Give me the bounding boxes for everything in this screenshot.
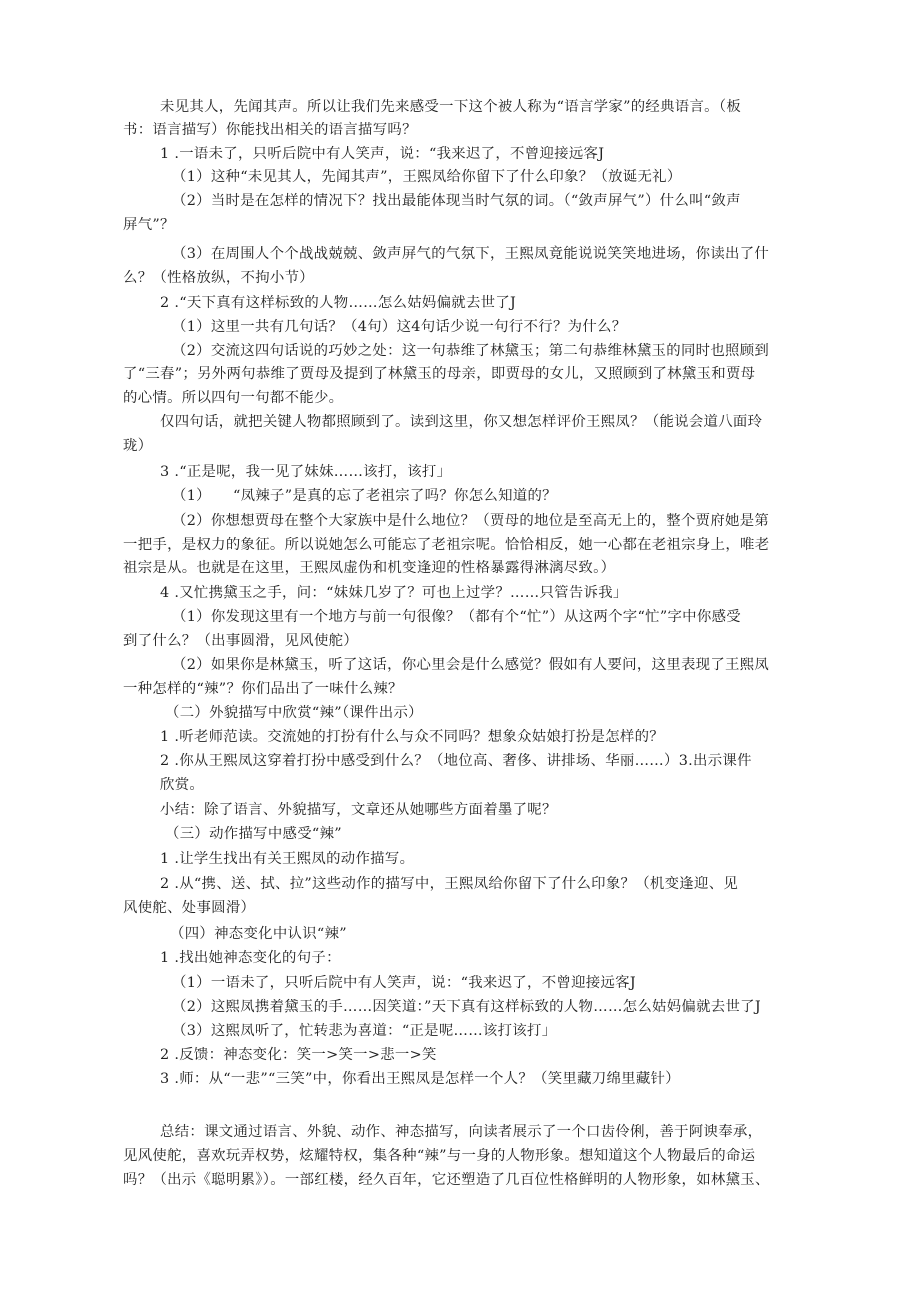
item-2-summary-cont: 珑） (123, 438, 153, 454)
section-4-item-3: 3 .师：从“一悲”“三笑”中，你看出王熙凤是怎样一个人？（笑里藏刀绵里藏针） (160, 1071, 680, 1087)
section-3-item-2-cont: 风使舵、处事圆滑） (123, 900, 256, 916)
item-2-question-2-cont: 了“三春”；另外两句恭维了贾母及提到了林黛玉的母亲，即贾母的女儿，又照顾到了林黛玉和贾母 (123, 366, 756, 382)
item-1-question-1: （1）这种“未见其人，先闻其声”，王熙凤给你留下了什么印象？（放诞无礼） (172, 169, 682, 185)
intro-paragraph-line: 书：语言描写）你能找出相关的语言描写吗？ (123, 122, 417, 138)
section-4-item-1: 1 .找出她神态变化的句子： (160, 950, 341, 966)
item-2-question-2: （2）交流这四句话说的巧妙之处：这一句恭维了林黛玉；第二句恭维林黛玉的同时也照顾到 (172, 343, 770, 359)
section-2-item-1: 1 .听老师范读。交流她的打扮有什么与众不同吗？想象众姑娘打扮是怎样的？ (160, 729, 664, 745)
item-2-summary: 仅四句话，就把关键人物都照顾到了。读到这里，你又想怎样评价王熙凤？（能说会道八面玲 (160, 414, 763, 430)
item-3-question-2-cont: 祖宗是从。也就是在这里，王熙凤虚伪和机变逢迎的性格暴露得淋漓尽致。） (123, 560, 616, 576)
conclusion-paragraph-line: 吗？（出示《聪明累》）。一部红楼，经久百年，它还塑造了几百位性格鲜明的人物形象，如林黛玉、 (123, 1172, 770, 1188)
item-2-question-1: （1）这里一共有几句话？（4句）这4句话少说一句行不行？为什么？ (172, 319, 627, 335)
item-1-question-2-cont: 屏气”？ (123, 217, 175, 233)
item-1-quote: 1 .一语未了，只听后院中有人笑声，说：“我来迟了，不曾迎接远客J (160, 146, 605, 162)
item-1-question-3: （3）在周围人个个战战兢兢、敛声屏气的气氛下，王熙凤竟能说说笑笑地进场，你读出了什 (172, 246, 770, 262)
conclusion-paragraph-line: 总结：课文通过语言、外貌、动作、神态描写，向读者展示了一个口齿伶俐，善于阿谀奉承， (160, 1124, 763, 1140)
section-4-heading: （四）神态变化中认识“辣” (170, 926, 347, 942)
intro-paragraph-line: 未见其人，先闻其声。所以让我们先来感受一下这个被人称为“语言学家”的经典语言。（板 (160, 99, 742, 115)
item-1-question-3-cont: 么？（性格放纵，不拘小节） (123, 270, 314, 286)
section-3-heading: （三）动作描写中感受“辣” (165, 826, 342, 842)
section-2-summary: 小结：除了语言、外貌描写，文章还从她哪些方面着墨了呢？ (160, 802, 557, 818)
section-3-item-1: 1 .让学生找出有关王熙凤的动作描写。 (160, 851, 415, 867)
item-2-quote: 2 .“天下真有这样标致的人物……怎么姑妈偏就去世了J (160, 295, 517, 311)
section-2-item-2: 2 .你从王熙凤这穿着打扮中感受到什么？（地位高、奢侈、讲排场、华丽……）3.出示课件 (160, 753, 752, 769)
item-3-question-2-cont: 一把手，是权力的象征。所以说她怎么可能忘了老祖宗呢。恰恰相反，她一心都在老祖宗身上，唯老 (123, 537, 770, 553)
section-4-item-2: 2 .反馈：神态变化：笑一>笑一>悲一>笑 (160, 1047, 437, 1063)
conclusion-paragraph-line: 见风使舵，喜欢玩弄权势，炫耀特权，集各种“辣”与一身的人物形象。想知道这个人物最后的命运 (123, 1148, 756, 1164)
section-2-heading: （二）外貌描写中欣赏“辣”（课件出示） (165, 705, 423, 721)
item-4-quote: 4 .又忙携黛玉之手，问：“妹妹几岁了？可也上过学？……只管告诉我」 (160, 585, 628, 601)
item-3-question-1: （1） “凤辣子”是真的忘了老祖宗了吗？你怎么知道的？ (172, 488, 557, 504)
item-1-question-2: （2）当时是在怎样的情况下？找出最能体现当时气氛的词。（“敛声屏气”）什么叫“敛声 (172, 193, 741, 209)
section-3-item-2: 2 .从“携、送、拭、拉”这些动作的描写中，王熙凤给你留下了什么印象？（机变逢迎、见 (160, 876, 739, 892)
item-3-quote: 3 .“正是呢，我一见了妹妹……该打，该打」 (160, 464, 452, 480)
item-4-question-2: （2）如果你是林黛玉，听了这话，你心里会是什么感觉？假如有人要问，这里表现了王熙凤 (172, 657, 770, 673)
item-4-question-2-cont: 一种怎样的“辣”？你们品出了一味什么辣？ (123, 681, 403, 697)
item-3-question-2: （2）你想想贾母在整个大家族中是什么地位？（贾母的地位是至高无上的，整个贾府她是第 (172, 513, 770, 529)
section-4-sentence-3: （3）这熙凤听了，忙转悲为喜道：“正是呢……该打该打」 (172, 1023, 557, 1039)
section-2-item-2-cont: 欣赏。 (160, 777, 205, 793)
item-2-question-2-cont: 的心情。所以四句一句都不能少。 (123, 390, 344, 406)
item-4-question-1-cont: 到了什么？（出事圆滑，见风使舵） (123, 633, 359, 649)
section-4-sentence-2: （2）这熙凤携着黛玉的手……因笑道：”天下真有这样标致的人物……怎么姑妈偏就去世了J (172, 999, 761, 1015)
section-4-sentence-1: （1）一语未了，只听后院中有人笑声，说：“我来迟了，不曾迎接远客J (172, 975, 636, 991)
item-4-question-1: （1）你发现这里有一个地方与前一句很像？（都有个“忙”）从这两个字“忙”字中你感受 (172, 609, 741, 625)
